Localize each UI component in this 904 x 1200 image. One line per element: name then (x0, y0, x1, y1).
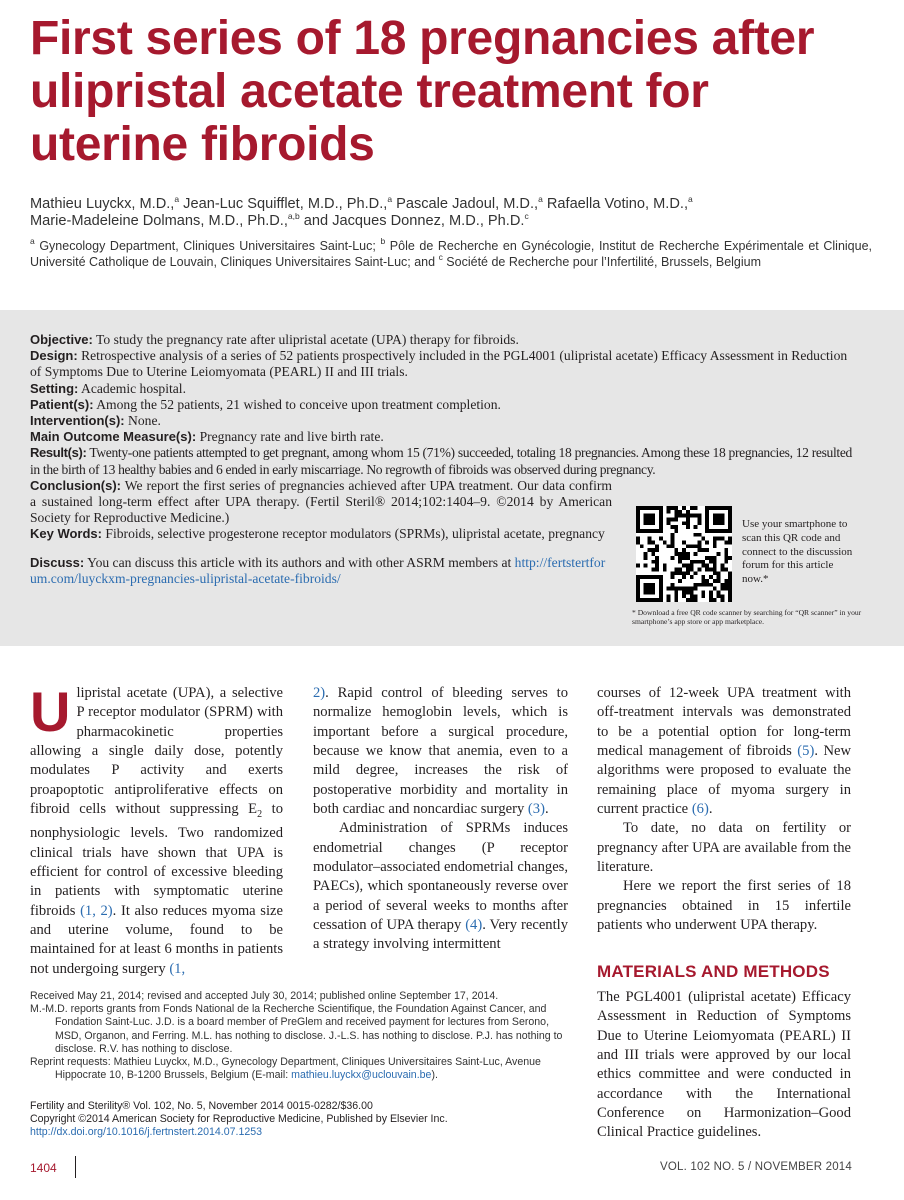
author: and Jacques Donnez, M.D., Ph.D. (303, 213, 525, 229)
journal-info (30, 1100, 566, 1140)
results-text: Twenty-one patients attempted to get pregnant, among whom 15 (71%) succeeded, totaling 18 pregnancies. Among these 18 pregnancies, 12 resulted in the birth of 13 healthy babies and 6 ended in early miscarriage. No regrowth of fibroids was observed during pregnancy. (30, 445, 852, 477)
reprint-requests: Reprint requests: Mathieu Luyckx, M.D., Gynecology Department, Cliniques Universitaires Saint-Luc, Avenue Hippocrate 10, B-1200 Brussels, Belgium (E-mail: mathieu.luyckx@uclouvain.be). (30, 1056, 541, 1082)
section-heading: MATERIALS AND METHODS (597, 962, 830, 981)
body-column-3: courses of 12-week UPA treatment with off-treatment intervals was demonstrated to be a potential option for long-term medical management of fibroids (5). New algorithms were proposed to evaluate the remaining place of myoma surgery in current practice (6). To date, no data on fertility or pregnancy after UPA are available from the literature. Here we report the first series of 18 pregnancies obtained in 15 infertile patients who underwent UPA therapy. (597, 685, 852, 934)
author: Marie-Madeleine Dolmans, M.D., Ph.D., (30, 213, 288, 229)
setting-label: Setting: (30, 380, 79, 396)
received-dates: Received May 21, 2014; revised and accepted July 30, 2014; published online September 17, 2014. (30, 990, 499, 1002)
affiliation-c: Société de Recherche pour l’Infertilité, Brussels, Belgium (446, 255, 762, 269)
article-title: First series of 18 pregnancies after ulipristal acetate treatment for uterine fibroids (30, 12, 815, 171)
copyright: Copyright ©2014 American Society for Reproductive Medicine, Published by Elsevier Inc. (30, 1113, 448, 1126)
reference-link[interactable]: (1, (169, 960, 186, 977)
interventions-label: Intervention(s): (30, 413, 125, 429)
author-email-link[interactable]: mathieu.luyckx@uclouvain.be (291, 1069, 432, 1082)
author: Mathieu Luyckx, M.D., (30, 196, 175, 212)
methods-paragraph: The PGL4001 (ulipristal acetate) Efficacy Assessment in Reduction of Symptoms Due to Uterine Leiomyomata (PEARL) II and III trials were approved by our local ethics committee and were conducted in accordance with the International Conference on Harmonization–Good Clinical Practice guidelines. (597, 989, 851, 1141)
reference-link[interactable]: (1, 2) (80, 902, 113, 919)
objective-label: Objective: (30, 332, 93, 347)
reference-link[interactable]: 2) (313, 685, 326, 701)
qr-code-caption: Use your smartphone to scan this QR code and connect to the discussion forum for this article now.* (742, 518, 853, 586)
conclusion-text: We report the first series of pregnancies achieved after UPA treatment. Our data confirm a sustained long-term effect after UPA therapy. (Fertil Steril® 2014;102:1404–9. ©2014 by American Society for Reproductive Medicine.) (30, 477, 612, 526)
footnotes (30, 990, 566, 1082)
patients-label: Patient(s): (30, 396, 94, 412)
discussion-forum-link[interactable]: http://fertstertforum.com/luyckxm-pregnancies-ulipristal-acetate-fibroids/ (30, 554, 606, 586)
patients-text: Among the 52 patients, 21 wished to conceive upon treatment completion. (96, 396, 501, 412)
footer-divider (75, 1156, 76, 1178)
discuss-label: Discuss: (30, 554, 85, 570)
drop-cap: U (30, 680, 71, 743)
page-number: 1404 (30, 1161, 57, 1175)
results-label: Result(s): (30, 445, 87, 461)
keywords-label: Key Words: (30, 526, 102, 542)
discuss-text: You can discuss this article with its authors and with other ASRM members at (87, 554, 512, 570)
outcome-text: Pregnancy rate and live birth rate. (199, 429, 384, 445)
volume-info: VOL. 102 NO. 5 / NOVEMBER 2014 (660, 1161, 852, 1173)
reference-link[interactable]: (3) (527, 801, 545, 818)
setting-text: Academic hospital. (81, 380, 186, 396)
body-column-1: Ulipristal acetate (UPA), a selective P receptor modulator (SPRM) with pharmacokinetic properties allowing a single daily dose, potently modulates P activity and exerts proapoptotic antiproliferative effects on fibroid cells without suppressing $E_2$ to nonphysiologic levels. Two randomized clinical trials have shown that UPA is efficient for control of excessive bleeding in patients with symptomatic uterine fibroids (1, 2). It also reduces myoma size and uterine volume, found to be maintained for at least 6 months in patients not undergoing surgery (1, (30, 680, 284, 977)
keywords-text: Fibroids, selective progesterone receptor modulators (SPRMs), ulipristal acetate, pregnancy (105, 526, 605, 542)
reference-link[interactable]: (5) (797, 743, 815, 760)
outcome-label: Main Outcome Measure(s): (30, 429, 197, 445)
interventions-text: None. (128, 413, 161, 429)
qr-scanner-note: * Download a free QR code scanner by searching for “QR scanner” in your smartphone’s app store or app marketplace. (632, 608, 862, 627)
author: Pascale Jadoul, M.D., (396, 196, 539, 212)
author-list: Mathieu Luyckx, M.D.,$^a$ Jean-Luc Squifflet, M.D., Ph.D.,$^a$ Pascale Jadoul, M.D.,$^a$ Rafaella Votino, M.D.,$^a$ Marie-Madeleine Dolmans, M.D., Ph.D.,$^{a,b}$ and Jacques Donnez, M.D., Ph.D.$^c$ (30, 194, 693, 229)
affiliation-b: Pôle de Recherche en Gynécologie, Institut de Recherche Expérimentale et Clinique, Université Catholique de Louvain, Cliniques Universitaires Saint-Luc; and (30, 239, 873, 269)
affiliations: $^a$ Gynecology Department, Cliniques Universitaires Saint-Luc; $^b$ Pôle de Recherche en Gynécologie, Institut de Recherche Expérimentale et Clinique, Université Catholique de Louvain, Cliniques Universitaires Saint-Luc; and $^c$ Société de Recherche pour l’Infertilité, Brussels, Belgium (30, 236, 873, 269)
abstract-box (0, 310, 904, 646)
body-column-2: 2). Rapid control of bleeding serves to normalize hemoglobin levels, which is important before a surgical procedure, because we know that anemia, even to a mild degree, increases the risk of postoperative morbidity and mortality in both cardiac and noncardiac surgery (3). Administration of SPRMs induces endometrial changes (P receptor modulator–associated endometrial changes, PAECs), which spontaneously reverse over a period of several weeks to months after cessation of UPA therapy (4). Very recently a strategy involving intermittent (313, 685, 569, 953)
author: Jean-Luc Squifflet, M.D., Ph.D., (183, 196, 388, 212)
affiliation-a: Gynecology Department, Cliniques Universitaires Saint-Luc; (39, 239, 376, 253)
qr-code-icon[interactable] (636, 506, 732, 602)
design-text: Retrospective analysis of a series of 52 patients prospectively included in the PGL4001 (ulipristal acetate) Efficacy Assessment in Reduction of Symptoms Due to Uterine Leiomyomata (PEARL) II and III trials. (30, 348, 848, 380)
doi-link[interactable]: http://dx.doi.org/10.1016/j.fertnstert.2014.07.1253 (30, 1126, 263, 1139)
design-label: Design: (30, 348, 78, 364)
conclusion-label: Conclusion(s): (30, 477, 121, 493)
reference-link[interactable]: (4) (465, 917, 483, 934)
disclosures: M.-M.D. reports grants from Fonds National de la Recherche Scientifique, the Foundation Against Cancer, and Fondation Saint-Luc. J.D. is a board member of PreGlem and received payment for lectures from Serono, MSD, Organon, and Ferring. M.L. has nothing to disclose. J.-L.S. has nothing to disclose. P.J. has nothing to disclose. R.V. has nothing to disclose. (30, 1003, 563, 1055)
journal-citation: Fertility and Sterility® Vol. 102, No. 5, November 2014 0015-0282/$36.00 (30, 1100, 373, 1112)
objective-text: To study the pregnancy rate after ulipristal acetate (UPA) therapy for fibroids. (96, 332, 519, 347)
author: Rafaella Votino, M.D., (546, 196, 689, 212)
reference-link[interactable]: (6) (691, 801, 709, 818)
